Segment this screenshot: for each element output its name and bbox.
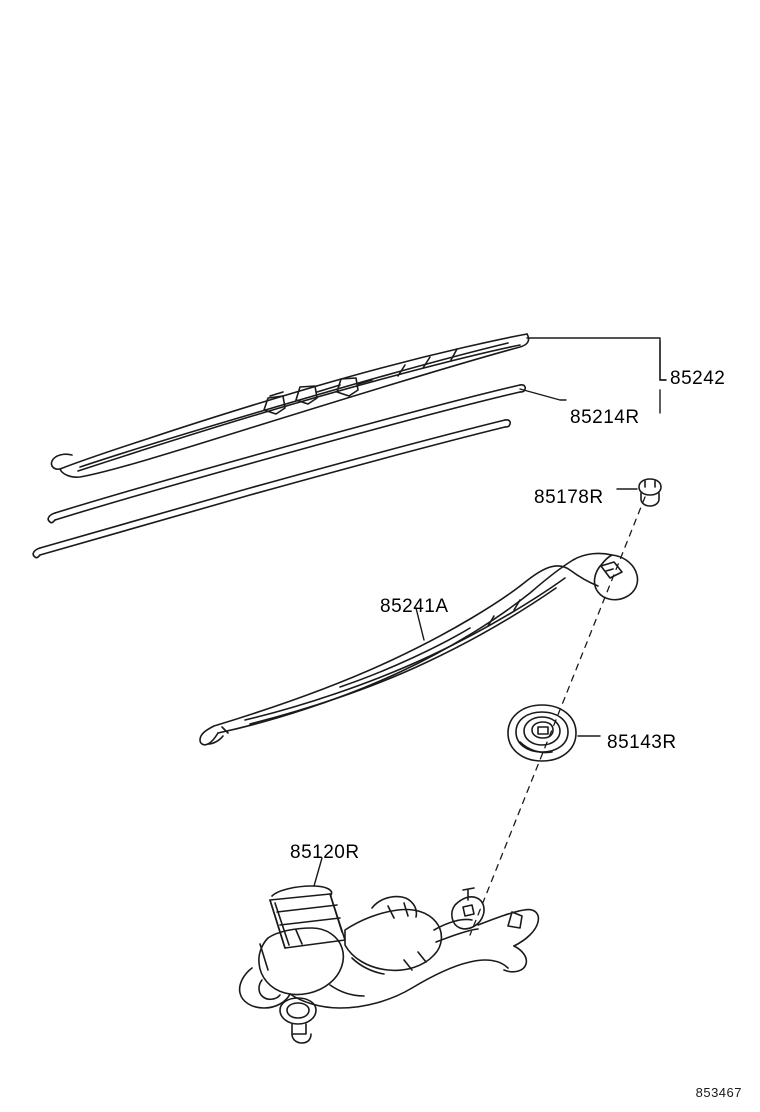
pivot-nut [639, 479, 661, 506]
part-label-85120R: 85120R [290, 842, 360, 863]
pivot-grommet [508, 705, 576, 761]
wiper-arm [200, 553, 638, 744]
wiper-motor-assembly [240, 886, 539, 1043]
part-label-85178R: 85178R [534, 487, 604, 508]
part-label-85143R: 85143R [607, 732, 677, 753]
part-label-85241A: 85241A [380, 596, 449, 617]
part-label-85242: 85242 [670, 368, 726, 389]
part-label-85214R: 85214R [570, 407, 640, 428]
diagram-footer-code: 853467 [695, 1085, 742, 1100]
wiper-blade-assembly [33, 334, 528, 558]
